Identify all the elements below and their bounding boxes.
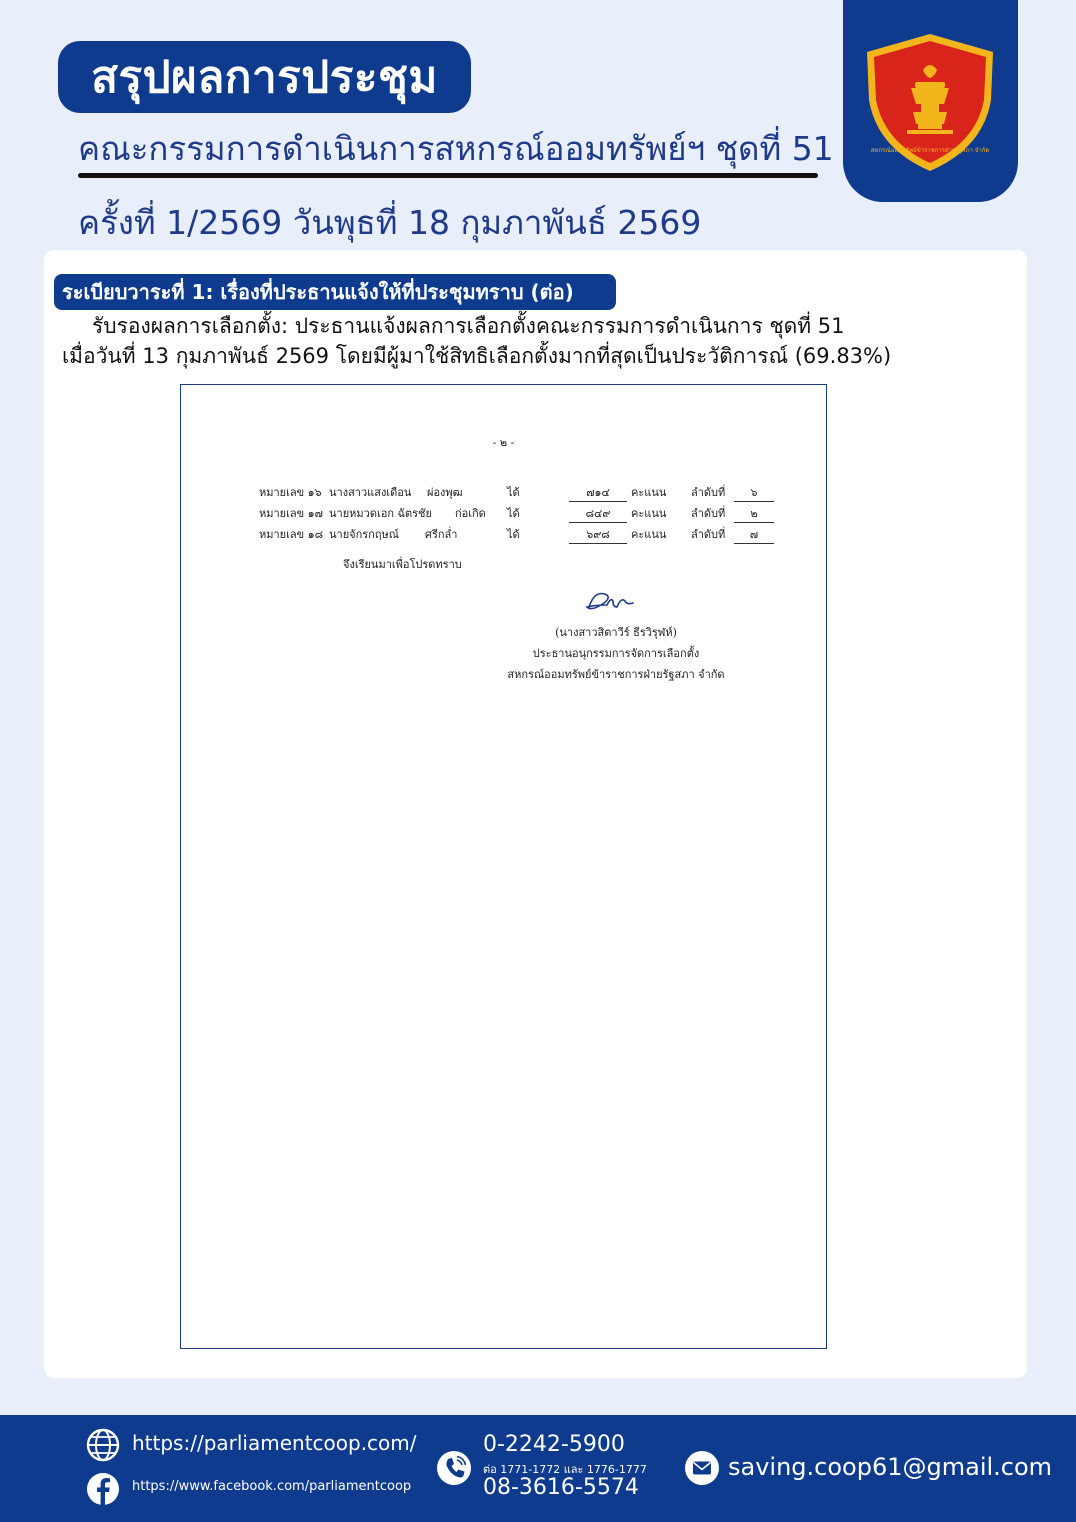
website-link[interactable]: https://parliamentcoop.com/ xyxy=(132,1431,417,1455)
logo-panel xyxy=(843,0,1018,202)
signer-title: ประธานอนุกรรมการจัดการเลือกตั้ง xyxy=(532,647,700,660)
votes-value: ๗๑๔ xyxy=(569,483,627,502)
votes-value: ๖๙๘ xyxy=(569,525,627,544)
committee-subtitle: คณะกรรมการดำเนินการสหกรณ์ออมทรัพย์ฯ ชุดที่ 51 xyxy=(78,129,834,168)
phone-number: 0-2242-5900 xyxy=(483,1432,625,1457)
election-result-document: - ๒ - หมายเลข ๑๖ นางสาวแสงเดือน ผ่องพุฒ ได้ ๗๑๔ คะแนน ลำดับที่ ๖ หมายเลข ๑๗ นายหมวดเอก ฉัตรชัย ก่อเกิด ได้ ๘๔๙ คะแนน ลำดับที่ ๒ หมายเลข ๑๘ นายจักรกฤษณ์ ศรีกล่ำ ได้ ๖๙๘ คะแนน ลำดับที่ ๗ จึงเรียนมาเพื่อโปรดทราบ (นางสาวสิตาวีร์ ธีรวิรุฬห์) ประธานอนุกรรมการจัดการเลือกตั้ง สหกรณ์ออมทรัพย์ข้าราชการฝ่ายรัฐสภา จำกัด xyxy=(180,384,827,1349)
rank-value: ๒ xyxy=(734,504,774,523)
facebook-icon xyxy=(86,1472,120,1506)
phone-extension: ต่อ 1771-1772 และ 1776-1777 xyxy=(483,1463,647,1476)
mail-icon xyxy=(684,1450,720,1486)
page-title: สรุปผลการประชุม xyxy=(58,41,471,113)
rank-value: ๗ xyxy=(734,525,774,544)
agenda-text-line-2: เมื่อวันที่ 13 กุมภาพันธ์ 2569 โดยมีผู้มาใช้สิทธิเลือกตั้งมากที่สุดเป็นประวัติการณ์ (69.83%) xyxy=(62,344,892,368)
signer-organization: สหกรณ์ออมทรัพย์ข้าราชการฝ่ายรัฐสภา จำกัด xyxy=(507,668,725,681)
agenda-text-line-1: รับรองผลการเลือกตั้ง: ประธานแจ้งผลการเลือกตั้งคณะกรรมการดำเนินการ ชุดที่ 51 xyxy=(92,314,845,338)
agenda-heading: ระเบียบวาระที่ 1: เรื่องที่ประธานแจ้งให้ที่ประชุมทราบ (ต่อ) xyxy=(54,274,616,310)
closing-text: จึงเรียนมาเพื่อโปรดทราบ xyxy=(343,558,462,571)
facebook-link[interactable]: https://www.facebook.com/parliamentcoop xyxy=(132,1479,412,1494)
globe-icon xyxy=(86,1428,120,1462)
seal-text: สหกรณ์ออมทรัพย์ข้าราชการฝ่ายรัฐสภา จำกัด xyxy=(870,147,990,154)
votes-value: ๘๔๙ xyxy=(569,504,627,523)
phone-icon xyxy=(436,1450,472,1486)
email-link[interactable]: saving.coop61@gmail.com xyxy=(728,1453,1053,1481)
signature-image xyxy=(583,585,643,617)
mobile-number: 08-3616-5574 xyxy=(483,1475,639,1500)
contact-footer xyxy=(0,1415,1076,1522)
cooperative-emblem-icon xyxy=(863,30,998,175)
signer-name: (นางสาวสิตาวีร์ ธีรวิรุฬห์) xyxy=(555,626,677,639)
header-divider xyxy=(78,173,818,178)
document-page-number: - ๒ - xyxy=(492,436,515,449)
rank-value: ๖ xyxy=(734,483,774,502)
meeting-date: ครั้งที่ 1/2569 วันพุธที่ 18 กุมภาพันธ์ 2569 xyxy=(78,203,702,242)
